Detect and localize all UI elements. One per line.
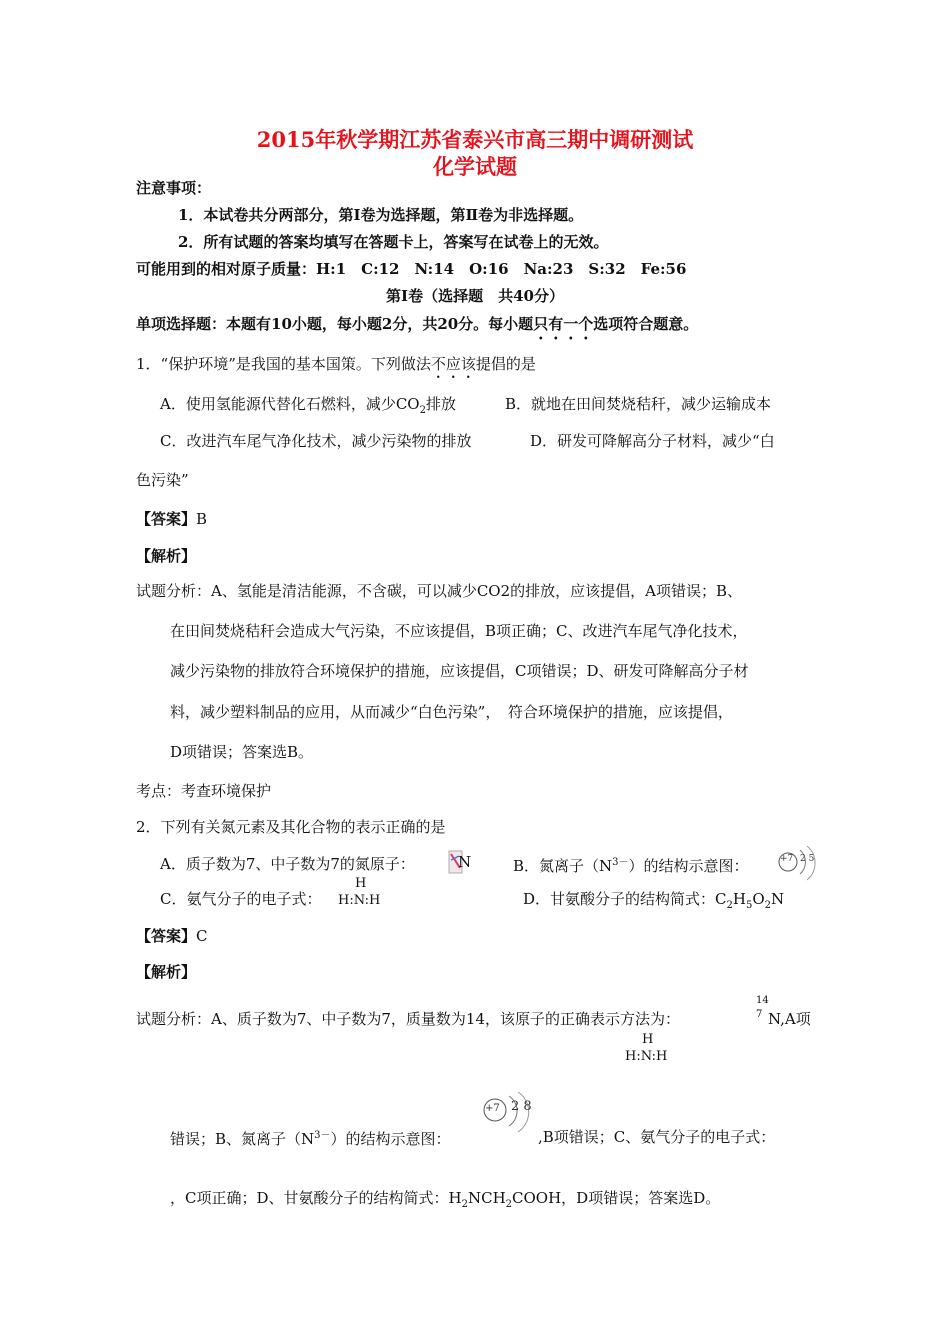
- q2-analysis-line-3-b: NCH: [467, 1189, 506, 1207]
- q2-option-d-sub: 5: [745, 900, 753, 911]
- q2-option-a: [160, 853, 415, 874]
- q2-option-b-text: B．氮离子（N: [513, 857, 613, 875]
- q2-analysis-shells: 2 8: [511, 1099, 532, 1114]
- q1-stem: [136, 353, 536, 382]
- q1-option-b: B．就地在田间焚烧秸秆，减少运输成本: [505, 395, 772, 413]
- q2-option-d-el: H: [732, 890, 746, 908]
- q2-analysis-sub: 2: [461, 1199, 468, 1210]
- q1-option-c: C．改进汽车尾气净化技术，减少污染物的排放: [160, 432, 472, 450]
- q2-analysis-lewis-top: H: [642, 1032, 654, 1047]
- q2-analysis-line-2-c: ,B项错误；C、氨气分子的电子式：: [538, 1128, 776, 1146]
- q2-answer-value: C: [196, 927, 208, 945]
- q2-option-b: [513, 853, 749, 876]
- q2-analysis-line-3: [170, 1187, 720, 1210]
- notice-item-2: 2．所有试题的答案均填写在答题卡上，答案写在试卷上的无效。: [178, 233, 609, 251]
- instr-part-a: 单项选择题：本题有10小题，每小题2分，共20分。每小题: [136, 315, 534, 333]
- section-title: 第Ⅰ卷（选择题 共40分）: [386, 287, 564, 305]
- q2-analysis-line-2-b: ）的结构示意图：: [330, 1130, 451, 1148]
- q2-option-d-el: O: [752, 890, 765, 908]
- q2-analysis-line-1: 试题分析：A、质子数为7、中子数为7，质量数为14，该原子的正确表示方法为：: [136, 1010, 681, 1028]
- q2-option-c-lewis-mid: H:N:H: [338, 893, 381, 908]
- q1-stem-b: 提倡的是: [475, 355, 536, 373]
- q2-option-b-nucleus: +7: [780, 854, 794, 864]
- q1-option-d: D．研发可降解高分子材料，减少“白: [530, 432, 775, 450]
- q2-analysis-label: 【解析】: [136, 963, 197, 981]
- q1-analysis-label: 【解析】: [136, 547, 197, 565]
- q1-analysis-line: 试题分析：A、氢能是清洁能源，不含碳，可以减少CO2的排放，应该提倡，A项错误；B、: [136, 582, 743, 600]
- q2-option-a-text: A．质子数为7、中子数为7的氮原子：: [160, 855, 415, 873]
- page-subtitle: 化学试题: [433, 154, 517, 179]
- q1-analysis-line: 在田间焚烧秸秆会造成大气污染，不应该提倡，B项正确；C、改进汽车尾气净化技术，: [170, 622, 748, 640]
- q2-answer: [136, 925, 208, 946]
- q2-option-d-el: N: [771, 890, 785, 908]
- q2-option-c: C．氨气分子的电子式：: [160, 890, 322, 908]
- q2-analysis-line-3-a: ，C项正确；D、甘氨酸分子的结构简式：H: [170, 1189, 462, 1207]
- q1-stem-a: 1．“保护环境”是我国的基本国策。下列做法: [136, 355, 431, 373]
- nitrogen-ion-correct-diagram: [478, 1090, 536, 1140]
- q1-option-a: [160, 393, 456, 416]
- atomic-masses: 可能用到的相对原子质量：H:1 C:12 N:14 O:16 Na:23 S:32 Fe:56: [136, 260, 687, 278]
- page-title: 2015年秋学期江苏省泰兴市高三期中调研测试: [256, 127, 694, 152]
- q2-analysis-nucleus: +7: [485, 1103, 500, 1114]
- q2-option-d: [523, 888, 784, 911]
- q2-option-b-end: ）的结构示意图：: [628, 857, 749, 875]
- q2-analysis-charge: 3－: [314, 1130, 331, 1141]
- instr-part-b: 选项符合题意。: [593, 315, 699, 333]
- instr-emphasis: 只有一个: [533, 315, 594, 333]
- q1-kaodian: 考点：考查环境保护: [136, 782, 272, 800]
- q2-option-a-symbol: N: [458, 853, 472, 871]
- q1-answer-value: B: [196, 510, 208, 528]
- q2-analysis-lewis-mid: H:N:H: [625, 1049, 668, 1064]
- q2-mass-number: 14: [756, 995, 769, 1006]
- q2-analysis-line-1-end: N,A项: [768, 1010, 811, 1028]
- q1-answer-label: 【答案】: [136, 510, 197, 528]
- q2-option-d-text: D．甘氨酸分子的结构简式：C: [523, 890, 727, 908]
- q2-analysis-line-2: [170, 1126, 451, 1149]
- q1-analysis-line: 料，减少塑料制品的应用，从而减少“白色污染”， 符合环境保护的措施，应该提倡，: [170, 703, 733, 721]
- section-instructions: [136, 313, 698, 343]
- notice-item-1: 1．本试卷共分两部分，第Ⅰ卷为选择题，第Ⅱ卷为非选择题。: [178, 206, 584, 224]
- q1-analysis-line: 减少污染物的排放符合环境保护的措施，应该提倡，C项错误；D、研发可降解高分子材: [170, 662, 749, 680]
- q2-stem: 2．下列有关氮元素及其化合物的表示正确的是: [136, 818, 446, 836]
- q1-option-a-end: 排放: [425, 395, 456, 413]
- q2-option-b-shells: 2 5: [800, 854, 815, 864]
- q2-answer-label: 【答案】: [136, 927, 197, 945]
- q1-option-a-text: A．使用氢能源代替化石燃料，减少CO: [160, 395, 420, 413]
- q2-option-c-lewis-top: H: [355, 876, 367, 891]
- q2-analysis-line-2-a: 错误；B、氮离子（N: [170, 1130, 315, 1148]
- q2-analysis-sub: 2: [505, 1199, 513, 1210]
- q2-atomic-number: 7: [756, 1009, 763, 1020]
- q2-option-d-sub: 2: [764, 900, 772, 911]
- q2-option-d-sub: 2: [726, 900, 733, 911]
- q1-option-d-cont: 色污染”: [136, 471, 189, 489]
- q1-option-a-sub: 2: [419, 405, 426, 416]
- q1-analysis-line: D项错误；答案选B。: [170, 743, 314, 761]
- q1-stem-emphasis: 不应该: [430, 355, 476, 373]
- q2-option-b-charge: 3－: [612, 857, 629, 868]
- q2-analysis-line-3-c: COOH，D项错误；答案选D。: [512, 1189, 721, 1207]
- notice-heading: 注意事项：: [136, 179, 212, 197]
- q1-answer: [136, 508, 207, 529]
